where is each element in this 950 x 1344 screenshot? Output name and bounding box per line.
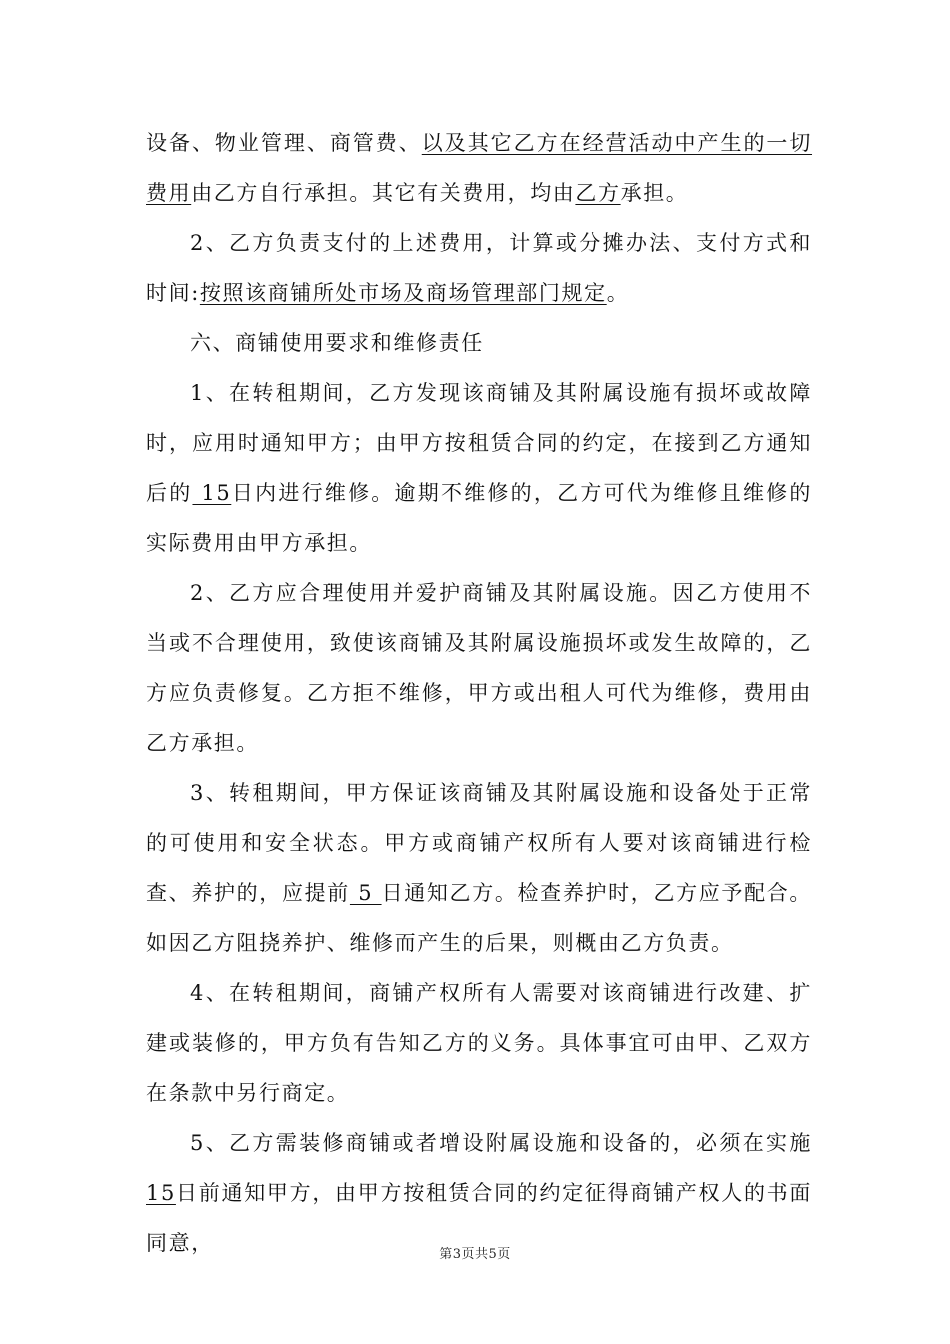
underlined-text: 乙方 — [575, 181, 621, 205]
text-segment: 承担。 — [620, 181, 689, 205]
document-body — [146, 118, 812, 1268]
paragraph-p1 — [146, 118, 812, 218]
text-segment: 日前通知甲方，由甲方按租赁合同的约定征得商铺产权人的书面同意， — [146, 1181, 812, 1255]
text-segment: 由乙方自行承担。其它有关费用，均由 — [191, 181, 576, 205]
text-segment: 4、在转租期间，商铺产权所有人需要对该商铺进行改建、扩建或装修的，甲方负有告知乙方的义务。具体事宜可由甲、乙双方在条款中另行商定。 — [146, 981, 812, 1105]
paragraph-p3 — [146, 318, 812, 368]
text-segment: 日内进行维修。逾期不维修的，乙方可代为维修且维修的实际费用由甲方承担。 — [146, 481, 813, 555]
text-segment: 。 — [606, 281, 630, 305]
underlined-text: 以及其它乙方在经营活动中产生的一切费用 — [146, 131, 813, 205]
text-segment: 5、乙方需装修商铺或者增设附属设施和设备的，必须在实施 — [190, 1131, 812, 1155]
paragraph-p4 — [146, 368, 812, 568]
underlined-text: 5 — [349, 881, 382, 905]
underlined-text: 15 — [146, 1181, 176, 1205]
page-number-footer: 第3页共5页 — [439, 1247, 511, 1262]
text-segment: 1、在转租期间，乙方发现该商铺及其附属设施有损坏或故障时，应用时通知甲方；由甲方按租赁合同的约定，在接到乙方通知后的 — [146, 381, 812, 505]
text-segment: 2、乙方负责支付的上述费用，计算或分摊办法、支付方式和时间: — [146, 231, 812, 305]
text-segment: 日通知乙方。检查养护时，乙方应予配合。如因乙方阻挠养护、维修而产生的后果，则概由乙方负责。 — [146, 881, 812, 955]
text-segment: 设备、物业管理、商管费、 — [146, 131, 422, 155]
text-segment: 2、乙方应合理使用并爱护商铺及其附属设施。因乙方使用不当或不合理使用，致使该商铺及其附属设施损坏或发生故障的，乙方应负责修复。乙方拒不维修，甲方或出租人可代为维修，费用由乙方承担。 — [146, 581, 812, 755]
paragraph-p5 — [146, 568, 812, 768]
text-segment: 3、转租期间，甲方保证该商铺及其附属设施和设备处于正常的可使用和安全状态。甲方或商铺产权所有人要对该商铺进行检查、养护的，应提前 — [146, 781, 812, 905]
paragraph-p7 — [146, 968, 812, 1118]
underlined-text: 15 — [192, 481, 232, 505]
text-segment: 六、商铺使用要求和维修责任 — [190, 331, 484, 355]
underlined-text: 按照该商铺所处市场及商场管理部门规定 — [199, 281, 607, 305]
paragraph-p6 — [146, 768, 812, 968]
paragraph-p2 — [146, 218, 812, 318]
